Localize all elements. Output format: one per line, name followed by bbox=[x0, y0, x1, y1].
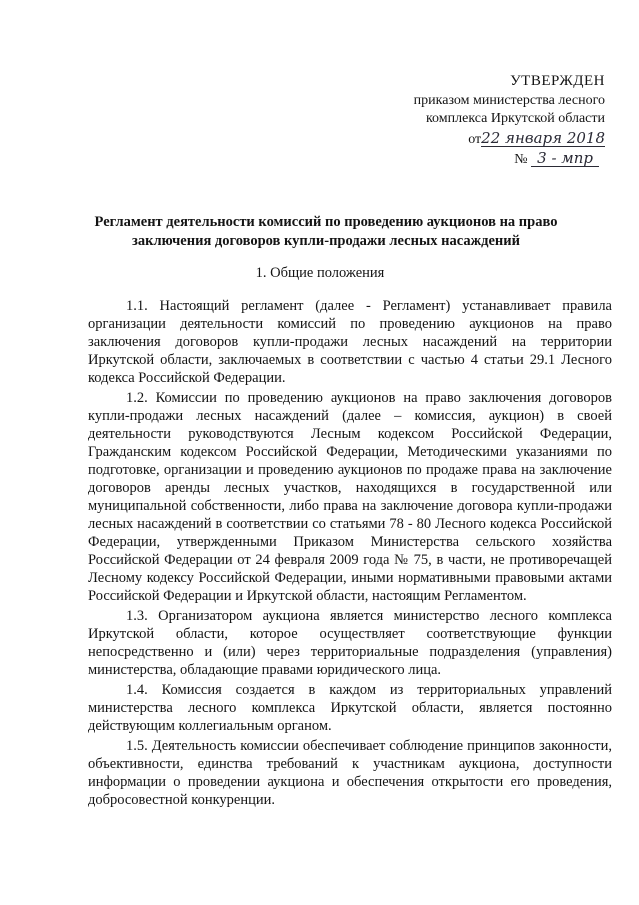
document-body bbox=[88, 297, 612, 811]
approval-stamp: УТВЕРЖДЕН bbox=[510, 73, 605, 89]
handwritten-date: 22 января 2018 bbox=[481, 129, 605, 147]
paragraph-1-5: 1.5. Деятельность комиссии обеспечивает соблюдение принципов законности, объективности, единства требований к участникам аукциона, доступности информации о проведении аукциона и обеспечения открытости его проведения, добросовестной конкуренции. bbox=[88, 738, 612, 808]
paragraph-1-3: 1.3. Организатором аукциона является министерство лесного комплекса Иркутской области, которое осуществляет соответствующие функции непосредственно и (или) через территориальные подразделения (управления) министерства, обладающие правами юридического лица. bbox=[88, 608, 612, 678]
approval-date bbox=[355, 130, 605, 150]
document-title: Регламент деятельности комиссий по проведению аукционов на право заключения договоров купли-продажи лесных насаждений bbox=[94, 214, 558, 249]
paragraph-1-2: 1.2. Комиссии по проведению аукционов на право заключения договоров купли-продажи лесных насаждений (далее – комиссия, аукцион) в своей деятельности руководствуются Лесным кодексом Российской Федерации, Гражданским кодексом Российской Федерации, Методическими указаниями по подготовке, организации и проведению аукционов по продаже права на заключение договоров аренды лесных участков, находящихся в государственной или муниципальной собственности, либо права на заключение договора купли-продажи лесных насаждений в соответствии со статьями 78 - 80 Лесного кодекса Российской Федерации, утвержденными Приказом Министерства сельского хозяйства Российской Федерации от 24 февраля 2009 года № 75, в части, не противоречащей Лесному кодексу Российской Федерации, иными нормативными правовыми актами Российской Федерации и Иркутской области, настоящим Регламентом. bbox=[88, 390, 612, 604]
section-heading: 1. Общие положения bbox=[255, 265, 385, 281]
approval-number bbox=[355, 150, 605, 172]
paragraph-1-1: 1.1. Настоящий регламент (далее - Регламент) устанавливает правила организации деятельности комиссий по проведению аукционов на право заключения договоров купли-продажи лесных насаждений на территории Иркутской области, заключаемых в соответствии с частью 4 статьи 29.1 Лесного кодекса Российской Федерации. bbox=[88, 298, 612, 386]
handwritten-number: 3 - мпр bbox=[531, 150, 599, 167]
approval-block bbox=[355, 72, 605, 172]
approval-line-2: комплекса Иркутской области bbox=[425, 111, 605, 126]
paragraph-1-4: 1.4. Комиссия создается в каждом из территориальных управлений министерства лесного комплекса Иркутской области, является постоянно действующим коллегиальным органом. bbox=[88, 682, 612, 734]
date-prefix: от bbox=[468, 132, 482, 147]
approval-line-1: приказом министерства лесного bbox=[413, 93, 605, 108]
number-prefix: № bbox=[514, 152, 528, 167]
